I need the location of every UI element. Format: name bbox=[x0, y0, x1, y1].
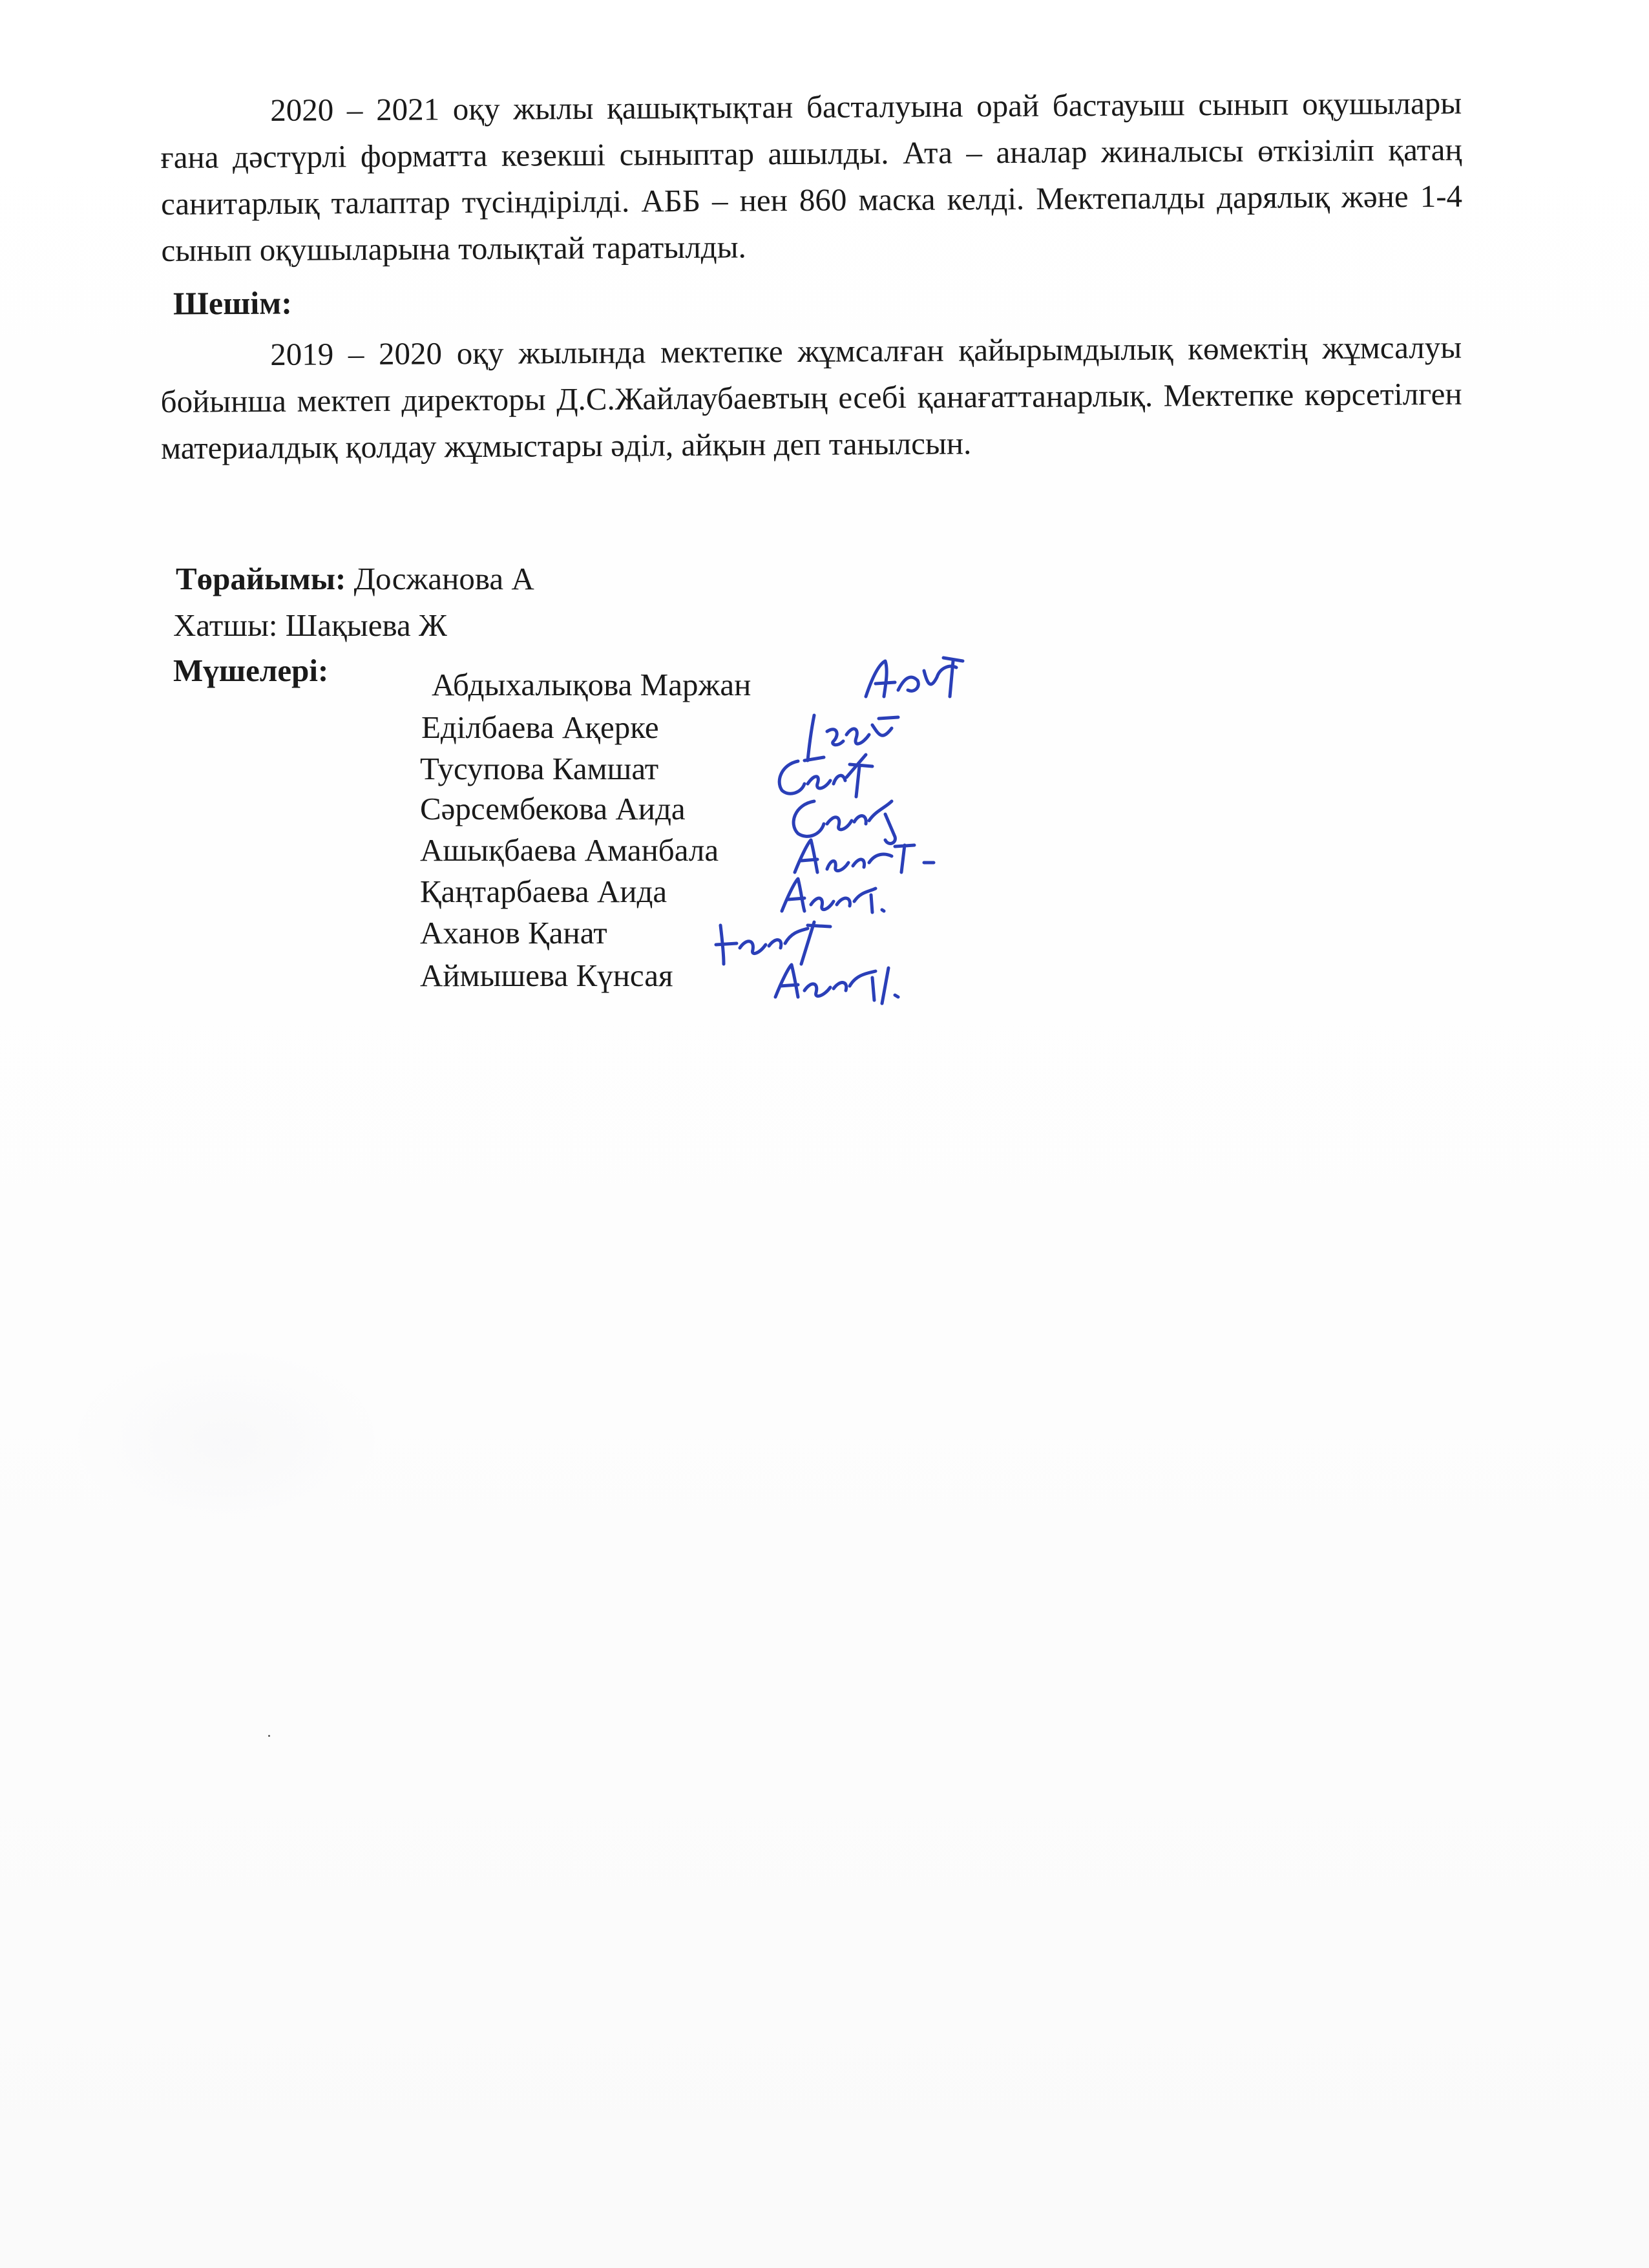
paragraph-situation bbox=[160, 80, 1463, 274]
decision-heading: Шешім: bbox=[173, 284, 293, 322]
paragraph-situation-text: 2020 – 2021 оқу жылы қашықтықтан басталуына орай бастауыш сынып оқушылары ғана дәстүрлі форматта кезекші сыныптар ашылды. Ата – аналар жиналысы өткізіліп қатаң санитарлық талаптар түсіндірілді. АББ – нен 860 маска келді. Мектепалды дарялық және 1-4 сынып оқушыларына толықтай таратылды. bbox=[160, 85, 1463, 268]
paragraph-decision bbox=[160, 324, 1462, 472]
member-name: Ашықбаева Аманбала bbox=[420, 832, 719, 868]
signature-8 bbox=[766, 955, 908, 1013]
chair-name: Досжанова А bbox=[353, 561, 534, 596]
signature-1 bbox=[859, 651, 976, 709]
paragraph-decision-text: 2019 – 2020 оқу жылында мектепке жұмсалған қайырымдылық көмектің жұмсалуы бойынша мектеп директоры Д.С.Жайлаубаевтың есебі қанағаттанарлық. Мектепке көрсетілген материалдық қолдау жұмыстары әділ, айқын деп танылсын. bbox=[160, 329, 1462, 466]
chair-label: Төрайымы: bbox=[176, 561, 346, 596]
member-name: Сәрсембекова Аида bbox=[420, 791, 686, 826]
member-name: Аханов Қанат bbox=[420, 915, 607, 950]
member-name: Еділбаева Ақерке bbox=[421, 709, 659, 745]
members-label: Мүшелері: bbox=[173, 653, 329, 688]
member-name: Аймышева Күнсая bbox=[420, 958, 673, 993]
secretary-line: Хатшы: Шақыева Ж bbox=[173, 607, 447, 643]
member-name: Абдыхалықова Маржан bbox=[432, 667, 751, 702]
chair-line bbox=[176, 560, 534, 598]
member-name: Тусупова Камшат bbox=[420, 751, 659, 786]
member-name: Қаңтарбаева Аида bbox=[420, 874, 667, 909]
scan-smudge bbox=[71, 1344, 381, 1538]
scan-speck bbox=[268, 1735, 270, 1737]
